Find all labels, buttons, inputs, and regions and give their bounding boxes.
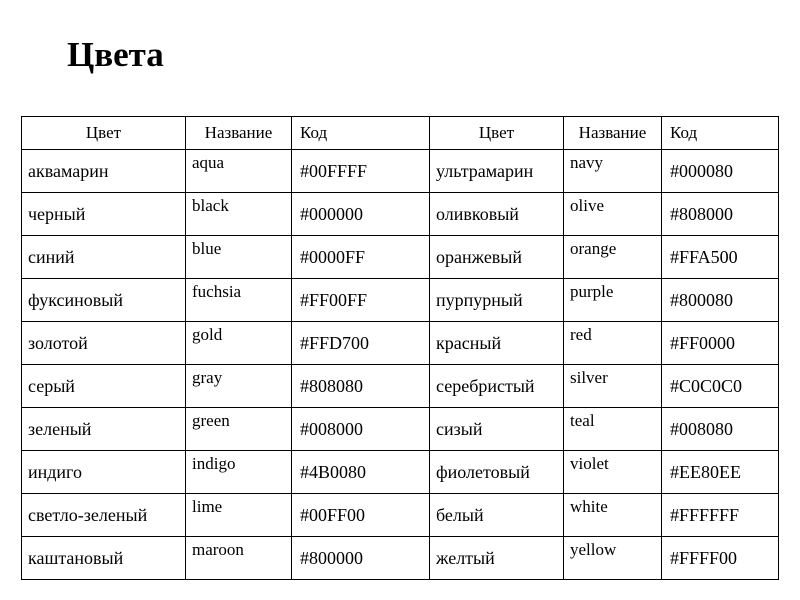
color-name-en: aqua (186, 150, 292, 193)
color-name-ru: синий (22, 236, 186, 279)
color-name-ru: серебристый (430, 365, 564, 408)
table-row (22, 494, 779, 537)
color-name-ru: белый (430, 494, 564, 537)
color-code: #00FF00 (292, 494, 430, 537)
color-name-en: indigo (186, 451, 292, 494)
page-title: Цвета (67, 35, 164, 74)
color-name-ru: светло-зеленый (22, 494, 186, 537)
color-name-en: white (564, 494, 662, 537)
color-name-en: fuchsia (186, 279, 292, 322)
color-name-ru: черный (22, 193, 186, 236)
color-name-en: black (186, 193, 292, 236)
color-name-ru: ультрамарин (430, 150, 564, 193)
color-name-en: gray (186, 365, 292, 408)
color-code: #008080 (662, 408, 779, 451)
color-code: #00FFFF (292, 150, 430, 193)
color-name-en: teal (564, 408, 662, 451)
table-row (22, 408, 779, 451)
color-code: #800000 (292, 537, 430, 580)
color-name-ru: сизый (430, 408, 564, 451)
header-row (22, 117, 779, 150)
color-name-ru: фиолетовый (430, 451, 564, 494)
color-code: #0000FF (292, 236, 430, 279)
color-name-en: lime (186, 494, 292, 537)
color-name-ru: каштановый (22, 537, 186, 580)
color-code: #808080 (292, 365, 430, 408)
color-name-en: silver (564, 365, 662, 408)
color-name-ru: пурпурный (430, 279, 564, 322)
color-name-en: olive (564, 193, 662, 236)
color-name-en: blue (186, 236, 292, 279)
color-name-ru: желтый (430, 537, 564, 580)
color-code: #FF0000 (662, 322, 779, 365)
table-body (22, 150, 779, 580)
header-name-en: Название (186, 117, 292, 150)
color-name-ru: фуксиновый (22, 279, 186, 322)
color-code: #808000 (662, 193, 779, 236)
table-row (22, 451, 779, 494)
color-name-en: yellow (564, 537, 662, 580)
color-code: #4B0080 (292, 451, 430, 494)
color-code: #000080 (662, 150, 779, 193)
color-name-ru: аквамарин (22, 150, 186, 193)
color-name-en: purple (564, 279, 662, 322)
header-code: Код (292, 117, 430, 150)
color-name-ru: индиго (22, 451, 186, 494)
color-code: #EE80EE (662, 451, 779, 494)
color-name-ru: зеленый (22, 408, 186, 451)
color-name-en: navy (564, 150, 662, 193)
table-row (22, 365, 779, 408)
color-code: #008000 (292, 408, 430, 451)
table-row (22, 537, 779, 580)
color-code: #FF00FF (292, 279, 430, 322)
color-code: #C0C0C0 (662, 365, 779, 408)
color-code: #FFFF00 (662, 537, 779, 580)
color-code: #800080 (662, 279, 779, 322)
color-name-en: red (564, 322, 662, 365)
table-row (22, 236, 779, 279)
color-name-en: green (186, 408, 292, 451)
color-name-ru: золотой (22, 322, 186, 365)
color-code: #000000 (292, 193, 430, 236)
color-name-ru: красный (430, 322, 564, 365)
table-row (22, 150, 779, 193)
color-name-en: maroon (186, 537, 292, 580)
colors-table (21, 116, 779, 580)
color-name-ru: оранжевый (430, 236, 564, 279)
table-row (22, 322, 779, 365)
table-row (22, 193, 779, 236)
color-name-ru: оливковый (430, 193, 564, 236)
color-code: #FFFFFF (662, 494, 779, 537)
header-code: Код (662, 117, 779, 150)
header-color-ru: Цвет (430, 117, 564, 150)
color-code: #FFD700 (292, 322, 430, 365)
color-name-en: violet (564, 451, 662, 494)
header-color-ru: Цвет (22, 117, 186, 150)
color-name-en: orange (564, 236, 662, 279)
table-row (22, 279, 779, 322)
header-name-en: Название (564, 117, 662, 150)
color-name-en: gold (186, 322, 292, 365)
color-name-ru: серый (22, 365, 186, 408)
color-code: #FFA500 (662, 236, 779, 279)
table-header (22, 117, 779, 150)
